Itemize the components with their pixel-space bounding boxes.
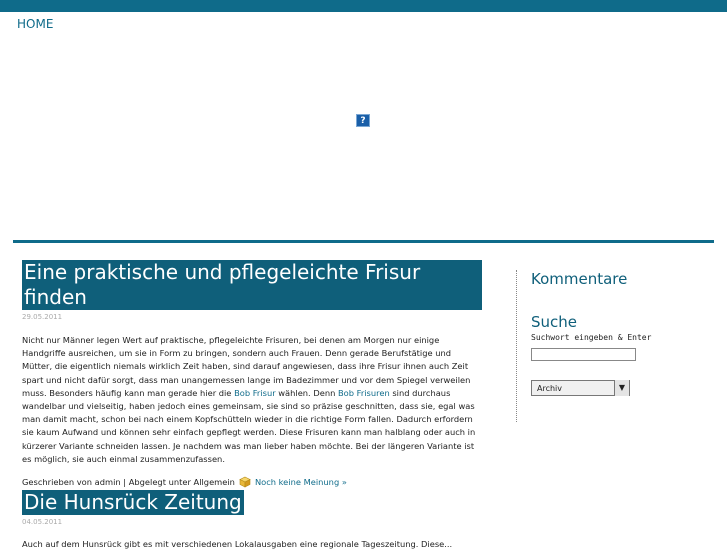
body-line: kürzerer Variante schneiden lassen. Je nachdem was man lieber haben möchte. Bei der längeren Variante ist xyxy=(22,440,475,451)
body-text: sind durchaus xyxy=(389,387,451,398)
post-meta-text: Geschrieben von admin | Abgelegt unter Allgemein xyxy=(22,477,235,488)
body-line: muss. Besonders häufig kann man gerade hier die xyxy=(22,387,235,398)
body-line: Nicht nur Männer legen Wert auf praktische, pflegeleichte Frisuren, bei denen am Morgen nur einige xyxy=(22,335,440,345)
archive-selected-value: Archiv xyxy=(537,384,563,393)
body-line: wandelbar und vielseitig, haben jedoch eines gemeinsam, sie sind so präzise geschnitten, dass sie, egal was xyxy=(22,401,475,412)
search-label: Suchwort eingeben & Enter xyxy=(531,333,652,342)
body-text: wählen. Denn xyxy=(275,387,338,398)
top-bar xyxy=(0,0,727,12)
comment-cube-icon xyxy=(239,476,251,488)
post-date: 29.05.2011 xyxy=(22,313,63,321)
body-line: Handgriffe ausreichen, um sie in Form zu bringen, sondern auch Frauen. Denn gerade Berufstätige und xyxy=(22,348,452,359)
post-meta xyxy=(22,476,482,488)
body-line: sie kaum Aufwand und können sehr einfach gepflegt werden. Diese Frisuren kann man halblang oder auch in xyxy=(22,427,476,438)
broken-image-icon: ? xyxy=(356,114,370,127)
body-line: man damit macht, schon bei nach einem Kopfschütteln wieder in die richtige Form fallen. Dadurch erfordern xyxy=(22,414,473,425)
post-title[interactable]: Eine praktische und pflegeleichte Frisur finden xyxy=(22,260,482,310)
bob-frisuren-link[interactable]: Bob Frisuren xyxy=(337,387,390,398)
search-heading: Suche xyxy=(531,313,578,331)
body-line: spart und nicht dafür sorgt, dass man unangemessen lange im Badezimmer und vor dem Spiegel verweilen xyxy=(22,374,471,385)
post-date: 04.05.2011 xyxy=(22,518,63,526)
sidebar-divider xyxy=(516,270,517,422)
post-body xyxy=(22,334,482,466)
sidebar xyxy=(531,270,721,396)
body-line: es möglich, sie auch einmal zusammenzufassen. xyxy=(22,453,225,464)
dropdown-arrow-icon[interactable]: ▼ xyxy=(614,380,629,396)
comments-heading: Kommentare xyxy=(531,270,628,288)
header-divider xyxy=(13,240,714,243)
post-title[interactable]: Die Hunsrück Zeitung xyxy=(24,490,242,514)
bob-frisur-link[interactable]: Bob Frisur xyxy=(234,387,276,398)
comments-link[interactable]: Noch keine Meinung » xyxy=(254,477,347,488)
archive-select[interactable] xyxy=(531,380,630,396)
post xyxy=(22,260,482,488)
search-input[interactable] xyxy=(531,348,636,361)
body-line: Mütter, die eigentlich niemals wirklich Zeit haben, sind darauf angewiesen, dass ihre Frisur ihnen auch Zeit xyxy=(22,361,469,372)
nav-home-link[interactable]: HOME xyxy=(17,17,54,31)
body-line: Auch auf dem Hunsrück gibt es mit verschiedenen Lokalausgaben eine regionale Tageszeitung. Diese... xyxy=(22,539,453,549)
post xyxy=(22,490,482,551)
